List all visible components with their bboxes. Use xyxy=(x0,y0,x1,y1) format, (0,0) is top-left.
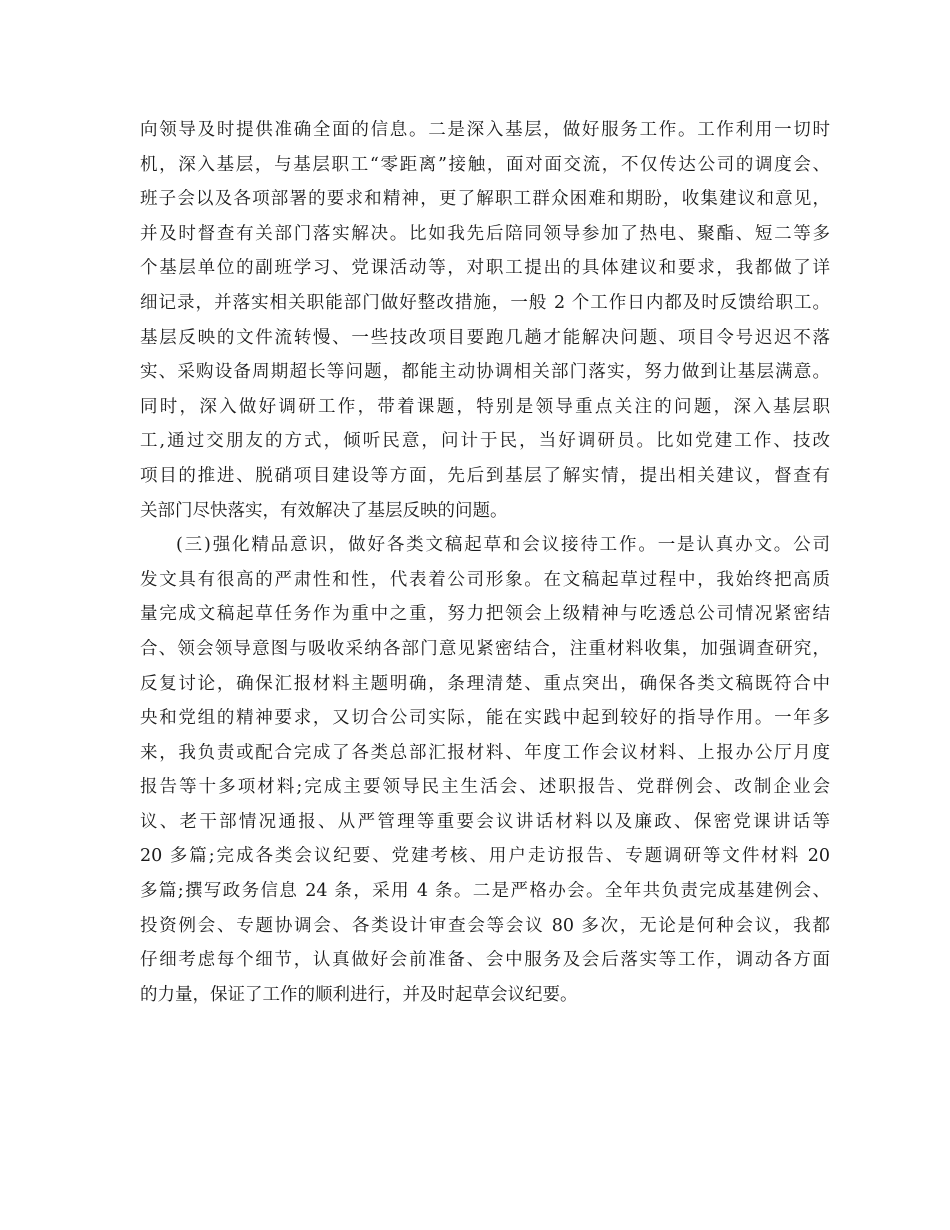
text-line: 的力量，保证了工作的顺利进行，并及时起草会议纪要。 xyxy=(140,984,578,1005)
text-line: 央和党组的精神要求，又切合公司实际，能在实践中起到较好的指导作用。一年多 xyxy=(140,708,830,729)
text-line: 发文具有很高的严肃性和性，代表着公司形象。在文稿起草过程中，我始终把高质 xyxy=(140,569,830,590)
text-line: 议、老干部情况通报、从严管理等重要会议讲话材料以及廉政、保密党课讲话等 xyxy=(140,811,830,832)
text-line: 班子会以及各项部署的要求和精神，更了解职工群众困难和期盼，收集建议和意见， xyxy=(140,189,830,210)
text-line: 基层反映的文件流转慢、一些技改项目要跑几趟才能解决问题、项目令号迟迟不落 xyxy=(140,327,830,348)
text-line: 工,通过交朋友的方式，倾听民意，问计于民，当好调研员。比如党建工作、技改 xyxy=(140,431,830,452)
text-line: 仔细考虑每个细节，认真做好会前准备、会中服务及会后落实等工作，调动各方面 xyxy=(140,950,830,971)
text-line: 并及时督查有关部门落实解决。比如我先后陪同领导参加了热电、聚酯、短二等多 xyxy=(140,223,830,244)
text-line: 项目的推进、脱硝项目建设等方面，先后到基层了解实情，提出相关建议，督查有 xyxy=(140,465,830,486)
text-line: 关部门尽快落实，有效解决了基层反映的问题。 xyxy=(140,500,508,521)
text-line: 20 多篇;完成各类会议纪要、党建考核、用户走访报告、专题调研等文件材料 20 xyxy=(140,846,830,867)
text-line: 量完成文稿起草任务作为重中之重，努力把领会上级精神与吃透总公司情况紧密结 xyxy=(140,604,830,625)
text-line-indented: (三)强化精品意识，做好各类文稿起草和会议接待工作。一是认真办文。公司 xyxy=(176,535,830,556)
text-line: 机，深入基层，与基层职工“零距离”接触，面对面交流，不仅传达公司的调度会、 xyxy=(140,154,830,175)
body-text xyxy=(140,113,830,1012)
text-line: 个基层单位的副班学习、党课活动等，对职工提出的具体建议和要求，我都做了详 xyxy=(140,258,830,279)
text-line: 向领导及时提供准确全面的信息。二是深入基层，做好服务工作。工作利用一切时 xyxy=(140,120,830,140)
text-line: 来，我负责或配合完成了各类总部汇报材料、年度工作会议材料、上报办公厅月度 xyxy=(140,742,830,763)
text-line: 多篇;撰写政务信息 24 条，采用 4 条。二是严格办会。全年共负责完成基建例会、 xyxy=(140,881,830,902)
text-line: 细记录，并落实相关职能部门做好整改措施，一般 2 个工作日内都及时反馈给职工。 xyxy=(140,292,830,313)
text-line: 实、采购设备周期超长等问题，都能主动协调相关部门落实，努力做到让基层满意。 xyxy=(140,362,830,383)
text-line: 同时，深入做好调研工作，带着课题，特别是领导重点关注的问题，深入基层职 xyxy=(140,396,830,417)
text-line: 报告等十多项材料;完成主要领导民主生活会、述职报告、党群例会、改制企业会 xyxy=(140,777,830,798)
text-line: 反复讨论，确保汇报材料主题明确，条理清楚、重点突出，确保各类文稿既符合中 xyxy=(140,673,830,694)
text-line: 合、领会领导意图与吸收采纳各部门意见紧密结合，注重材料收集，加强调查研究， xyxy=(140,638,830,659)
text-line: 投资例会、专题协调会、各类设计审查会等会议 80 多次，无论是何种会议，我都 xyxy=(140,915,830,936)
